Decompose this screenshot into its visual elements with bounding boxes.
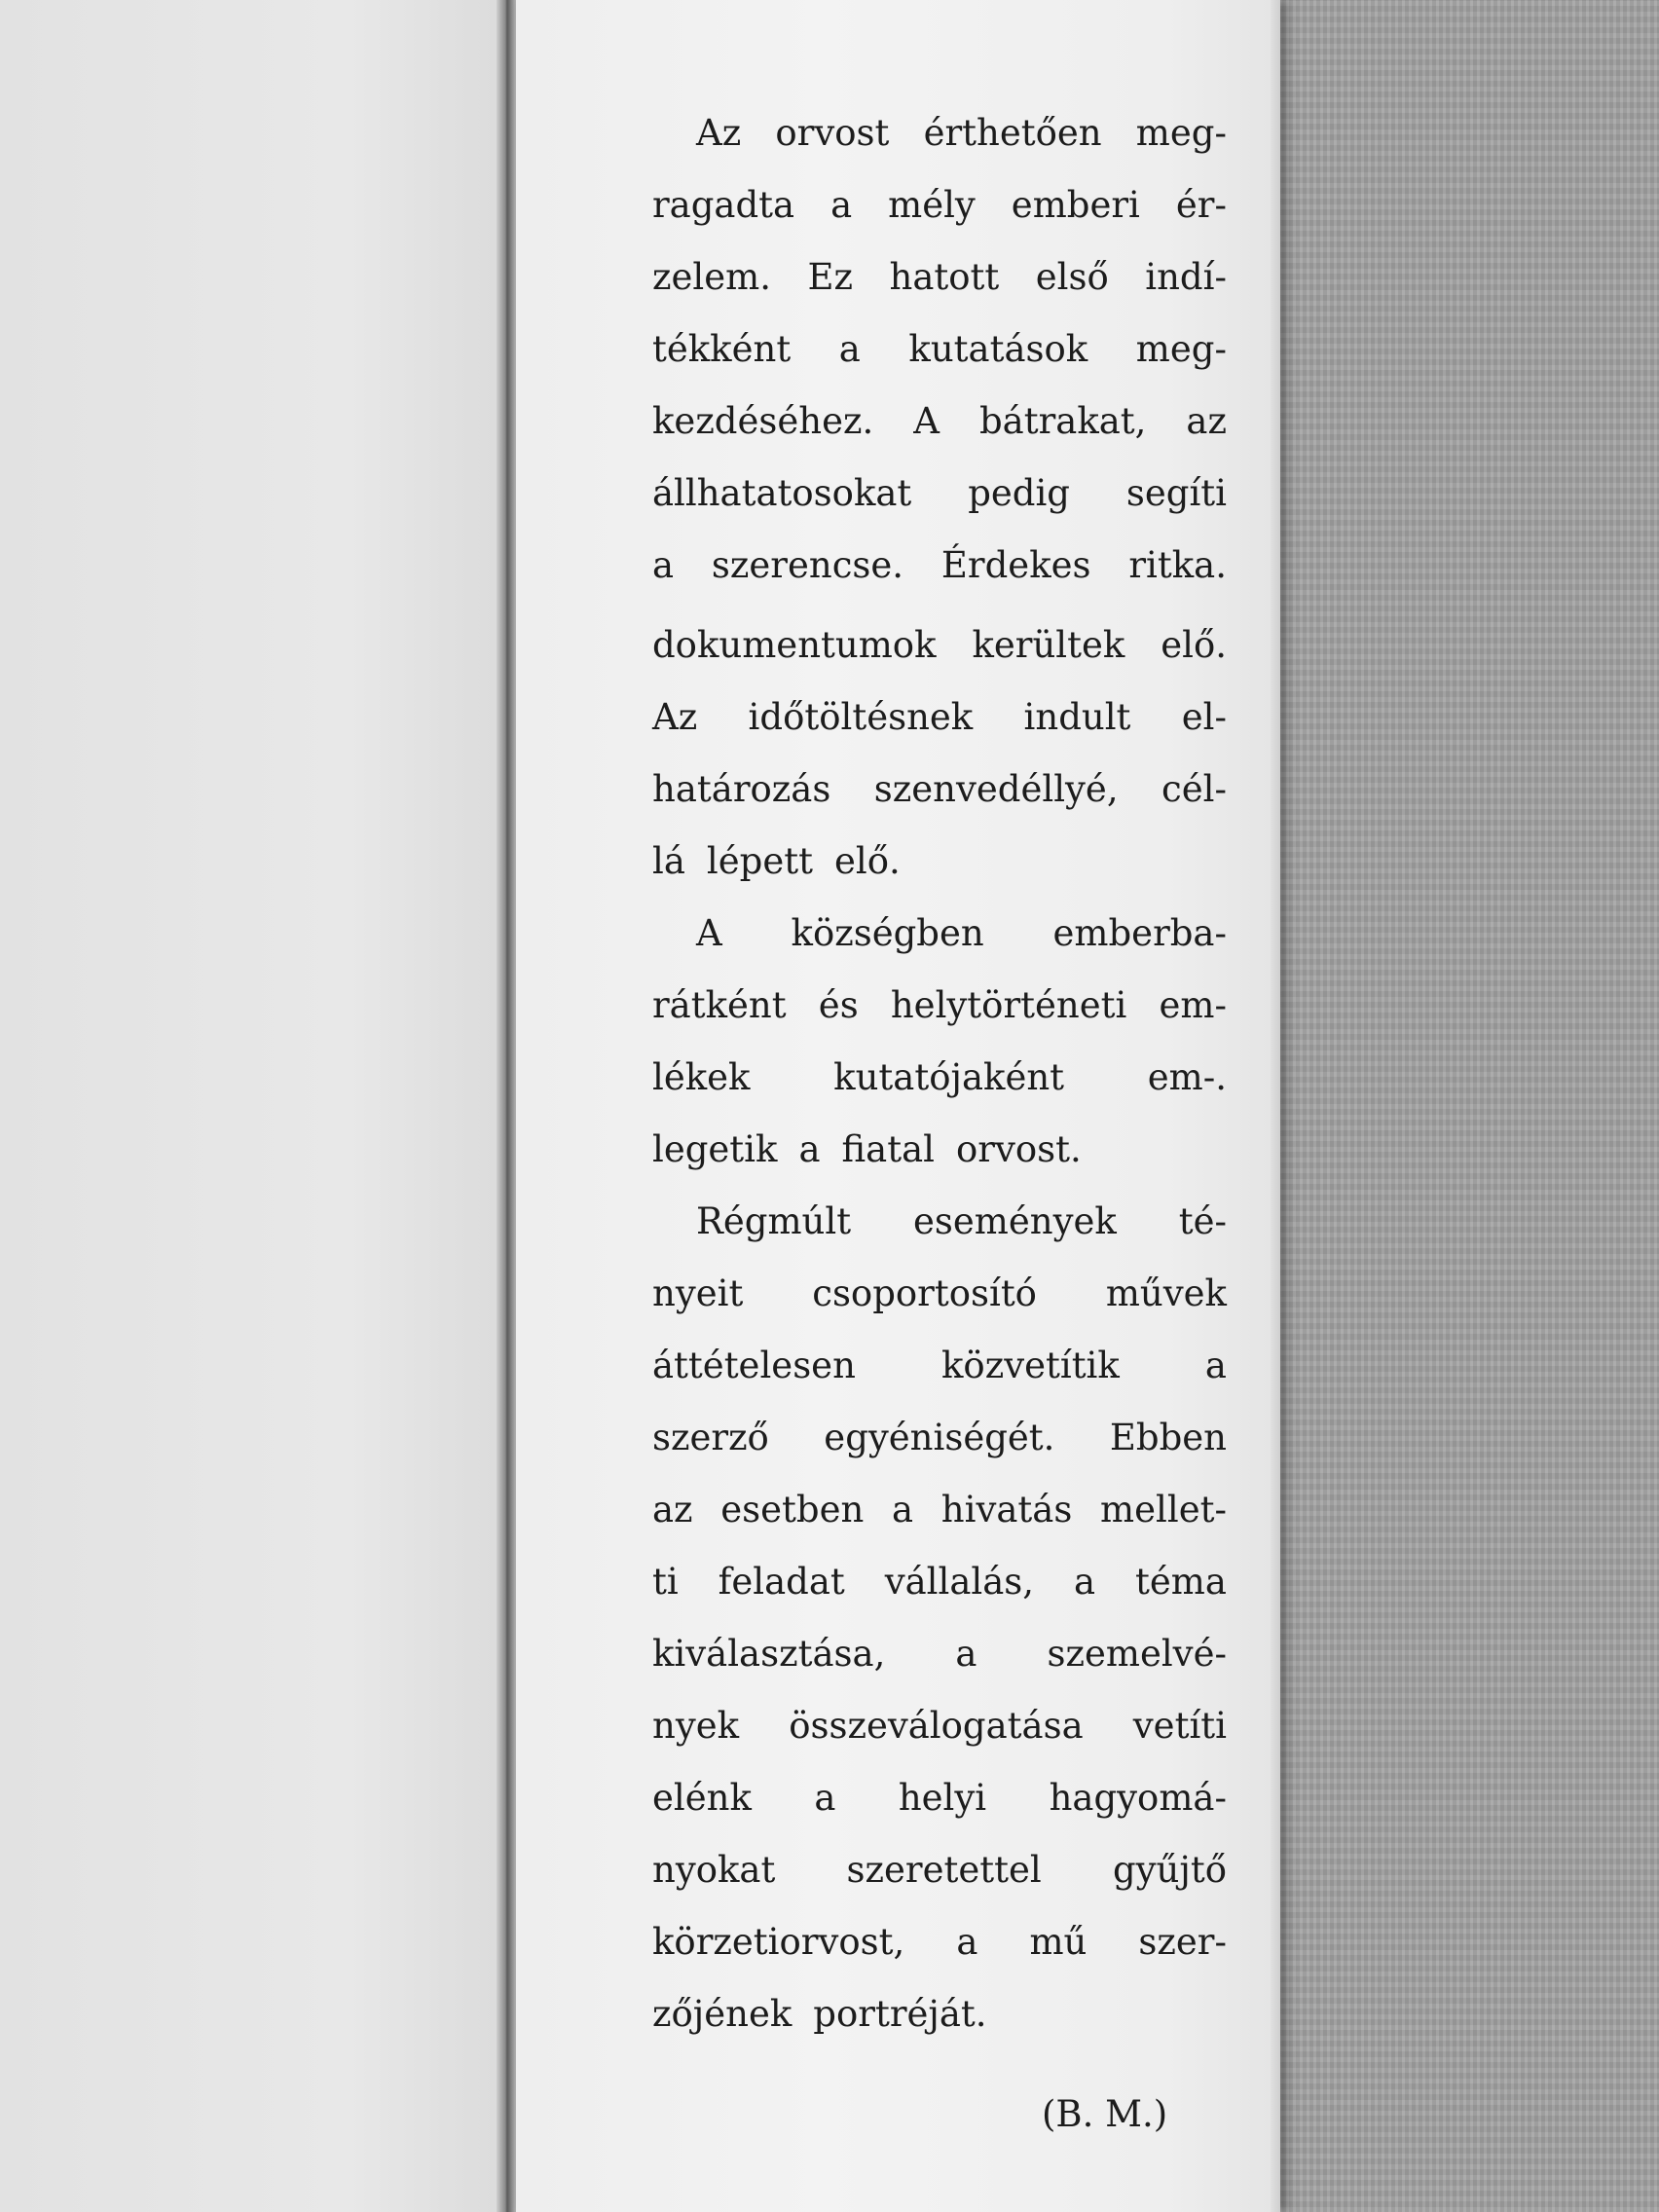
word: szemelvé-	[1047, 1633, 1227, 1675]
word: nyek	[652, 1705, 740, 1747]
word: orvost.	[956, 1128, 1082, 1170]
text-line	[652, 970, 1227, 1042]
word: portréját.	[813, 1993, 987, 2035]
word: a	[838, 328, 861, 370]
text-line	[652, 313, 1227, 386]
word: szerencse.	[711, 544, 904, 586]
text-line	[652, 1834, 1227, 1906]
word: csoportosító	[812, 1272, 1037, 1314]
word: Az	[652, 696, 698, 738]
word: em-	[1159, 984, 1227, 1026]
word: bátrakat,	[978, 400, 1147, 442]
word: A	[696, 912, 722, 954]
word: téma	[1135, 1561, 1227, 1603]
text-line	[652, 1402, 1227, 1474]
word: szenvedéllyé,	[873, 768, 1119, 810]
word: Az	[696, 112, 742, 154]
book-spine-fold	[497, 0, 516, 2212]
word: lépett	[706, 840, 813, 882]
word: események	[912, 1200, 1117, 1242]
text-line	[652, 458, 1227, 530]
word: emberba-	[1052, 912, 1227, 954]
text-line	[652, 1618, 1227, 1690]
text-line	[652, 826, 1227, 898]
word: összeválogatása	[789, 1705, 1084, 1747]
text-line	[652, 1186, 1227, 1258]
word: emberi	[1011, 184, 1140, 226]
text-line	[652, 1330, 1227, 1402]
text-line	[652, 530, 1227, 602]
word: helyi	[898, 1777, 987, 1819]
word: érthetően	[923, 112, 1102, 154]
text-line	[652, 1978, 1227, 2050]
word: kezdéséhez.	[652, 400, 874, 442]
text-line	[652, 1042, 1227, 1114]
word: indult	[1023, 696, 1131, 738]
word: pedig	[968, 472, 1070, 514]
word: Érdekes	[940, 544, 1091, 586]
word: hivatás	[940, 1489, 1073, 1530]
word: helytörténeti	[890, 984, 1127, 1026]
word: közvetítik	[941, 1345, 1120, 1386]
word: a	[956, 1921, 978, 1963]
text-line	[652, 682, 1227, 754]
word: községben	[791, 912, 984, 954]
word: a	[955, 1633, 977, 1675]
text-line	[652, 241, 1227, 313]
word: ér-	[1175, 184, 1227, 226]
flap-text-block	[652, 97, 1227, 2050]
author-initials: (B. M.)	[1042, 2093, 1168, 2135]
text-line	[652, 1258, 1227, 1330]
word: té-	[1178, 1200, 1227, 1242]
word: fiatal	[841, 1128, 935, 1170]
word: zőjének	[652, 1993, 793, 2035]
word: egyéniségét.	[824, 1417, 1055, 1458]
text-line	[652, 97, 1227, 169]
word: A	[913, 400, 940, 442]
word: Ez	[807, 256, 853, 298]
word: indí-	[1145, 256, 1227, 298]
word: Ebben	[1109, 1417, 1227, 1458]
text-line	[652, 898, 1227, 970]
word: és	[818, 984, 859, 1026]
word: vetíti	[1132, 1705, 1227, 1747]
word: kutatójaként	[833, 1056, 1065, 1098]
word: meg-	[1135, 112, 1227, 154]
text-line	[652, 1546, 1227, 1618]
word: em-.	[1147, 1056, 1227, 1098]
text-line	[652, 386, 1227, 458]
word: legetik	[652, 1128, 778, 1170]
word: gyűjtő	[1112, 1849, 1227, 1891]
word: nyokat	[652, 1849, 776, 1891]
text-line	[652, 1114, 1227, 1186]
word: vállalás,	[884, 1561, 1035, 1603]
word: mű	[1029, 1921, 1088, 1963]
word: meg-	[1135, 328, 1227, 370]
word: esetben	[720, 1489, 865, 1530]
word: kiválasztása,	[652, 1633, 886, 1675]
word: az	[652, 1489, 693, 1530]
word: lékek	[652, 1056, 751, 1098]
word: a	[892, 1489, 914, 1530]
word: ragadta	[652, 184, 795, 226]
word: a	[814, 1777, 836, 1819]
word: az	[1186, 400, 1227, 442]
flap-edge	[1271, 0, 1280, 2212]
word: elő.	[1161, 624, 1227, 666]
word: ritka.	[1128, 544, 1227, 586]
word: a	[798, 1128, 821, 1170]
word: a	[1204, 1345, 1227, 1386]
word: nyeit	[652, 1272, 744, 1314]
word: hagyomá-	[1049, 1777, 1227, 1819]
word: művek	[1105, 1272, 1227, 1314]
word: kutatások	[908, 328, 1088, 370]
word: állhatatosokat	[652, 472, 912, 514]
word: elénk	[652, 1777, 752, 1819]
text-line	[652, 609, 1227, 682]
word: szer-	[1138, 1921, 1227, 1963]
left-page	[0, 0, 497, 2212]
word: elő.	[833, 840, 901, 882]
word: hatott	[889, 256, 1000, 298]
word: mély	[888, 184, 976, 226]
word: a	[830, 184, 853, 226]
word: határozás	[652, 768, 831, 810]
text-line	[652, 1762, 1227, 1834]
word: első	[1035, 256, 1109, 298]
word: Régmúlt	[696, 1200, 852, 1242]
word: áttételesen	[652, 1345, 856, 1386]
word: lá	[652, 840, 685, 882]
word: tékként	[652, 328, 792, 370]
word: körzetiorvost,	[652, 1921, 905, 1963]
word: szeretettel	[846, 1849, 1042, 1891]
word: ti	[652, 1561, 679, 1603]
word: rátként	[652, 984, 787, 1026]
word: mellet-	[1100, 1489, 1227, 1530]
word: el-	[1181, 696, 1227, 738]
background-surface	[1266, 0, 1659, 2212]
word: a	[1074, 1561, 1096, 1603]
word: orvost	[775, 112, 890, 154]
word: szerző	[652, 1417, 769, 1458]
word: zelem.	[652, 256, 771, 298]
word: a	[652, 544, 675, 586]
word: cél-	[1161, 768, 1227, 810]
word: segíti	[1125, 472, 1227, 514]
text-line	[652, 169, 1227, 241]
word: kerültek	[972, 624, 1125, 666]
text-line	[652, 1690, 1227, 1762]
text-line	[652, 754, 1227, 826]
word: dokumentumok	[652, 624, 937, 666]
text-line	[652, 1906, 1227, 1978]
word: feladat	[718, 1561, 845, 1603]
word: időtöltésnek	[748, 696, 974, 738]
text-line	[652, 1474, 1227, 1546]
